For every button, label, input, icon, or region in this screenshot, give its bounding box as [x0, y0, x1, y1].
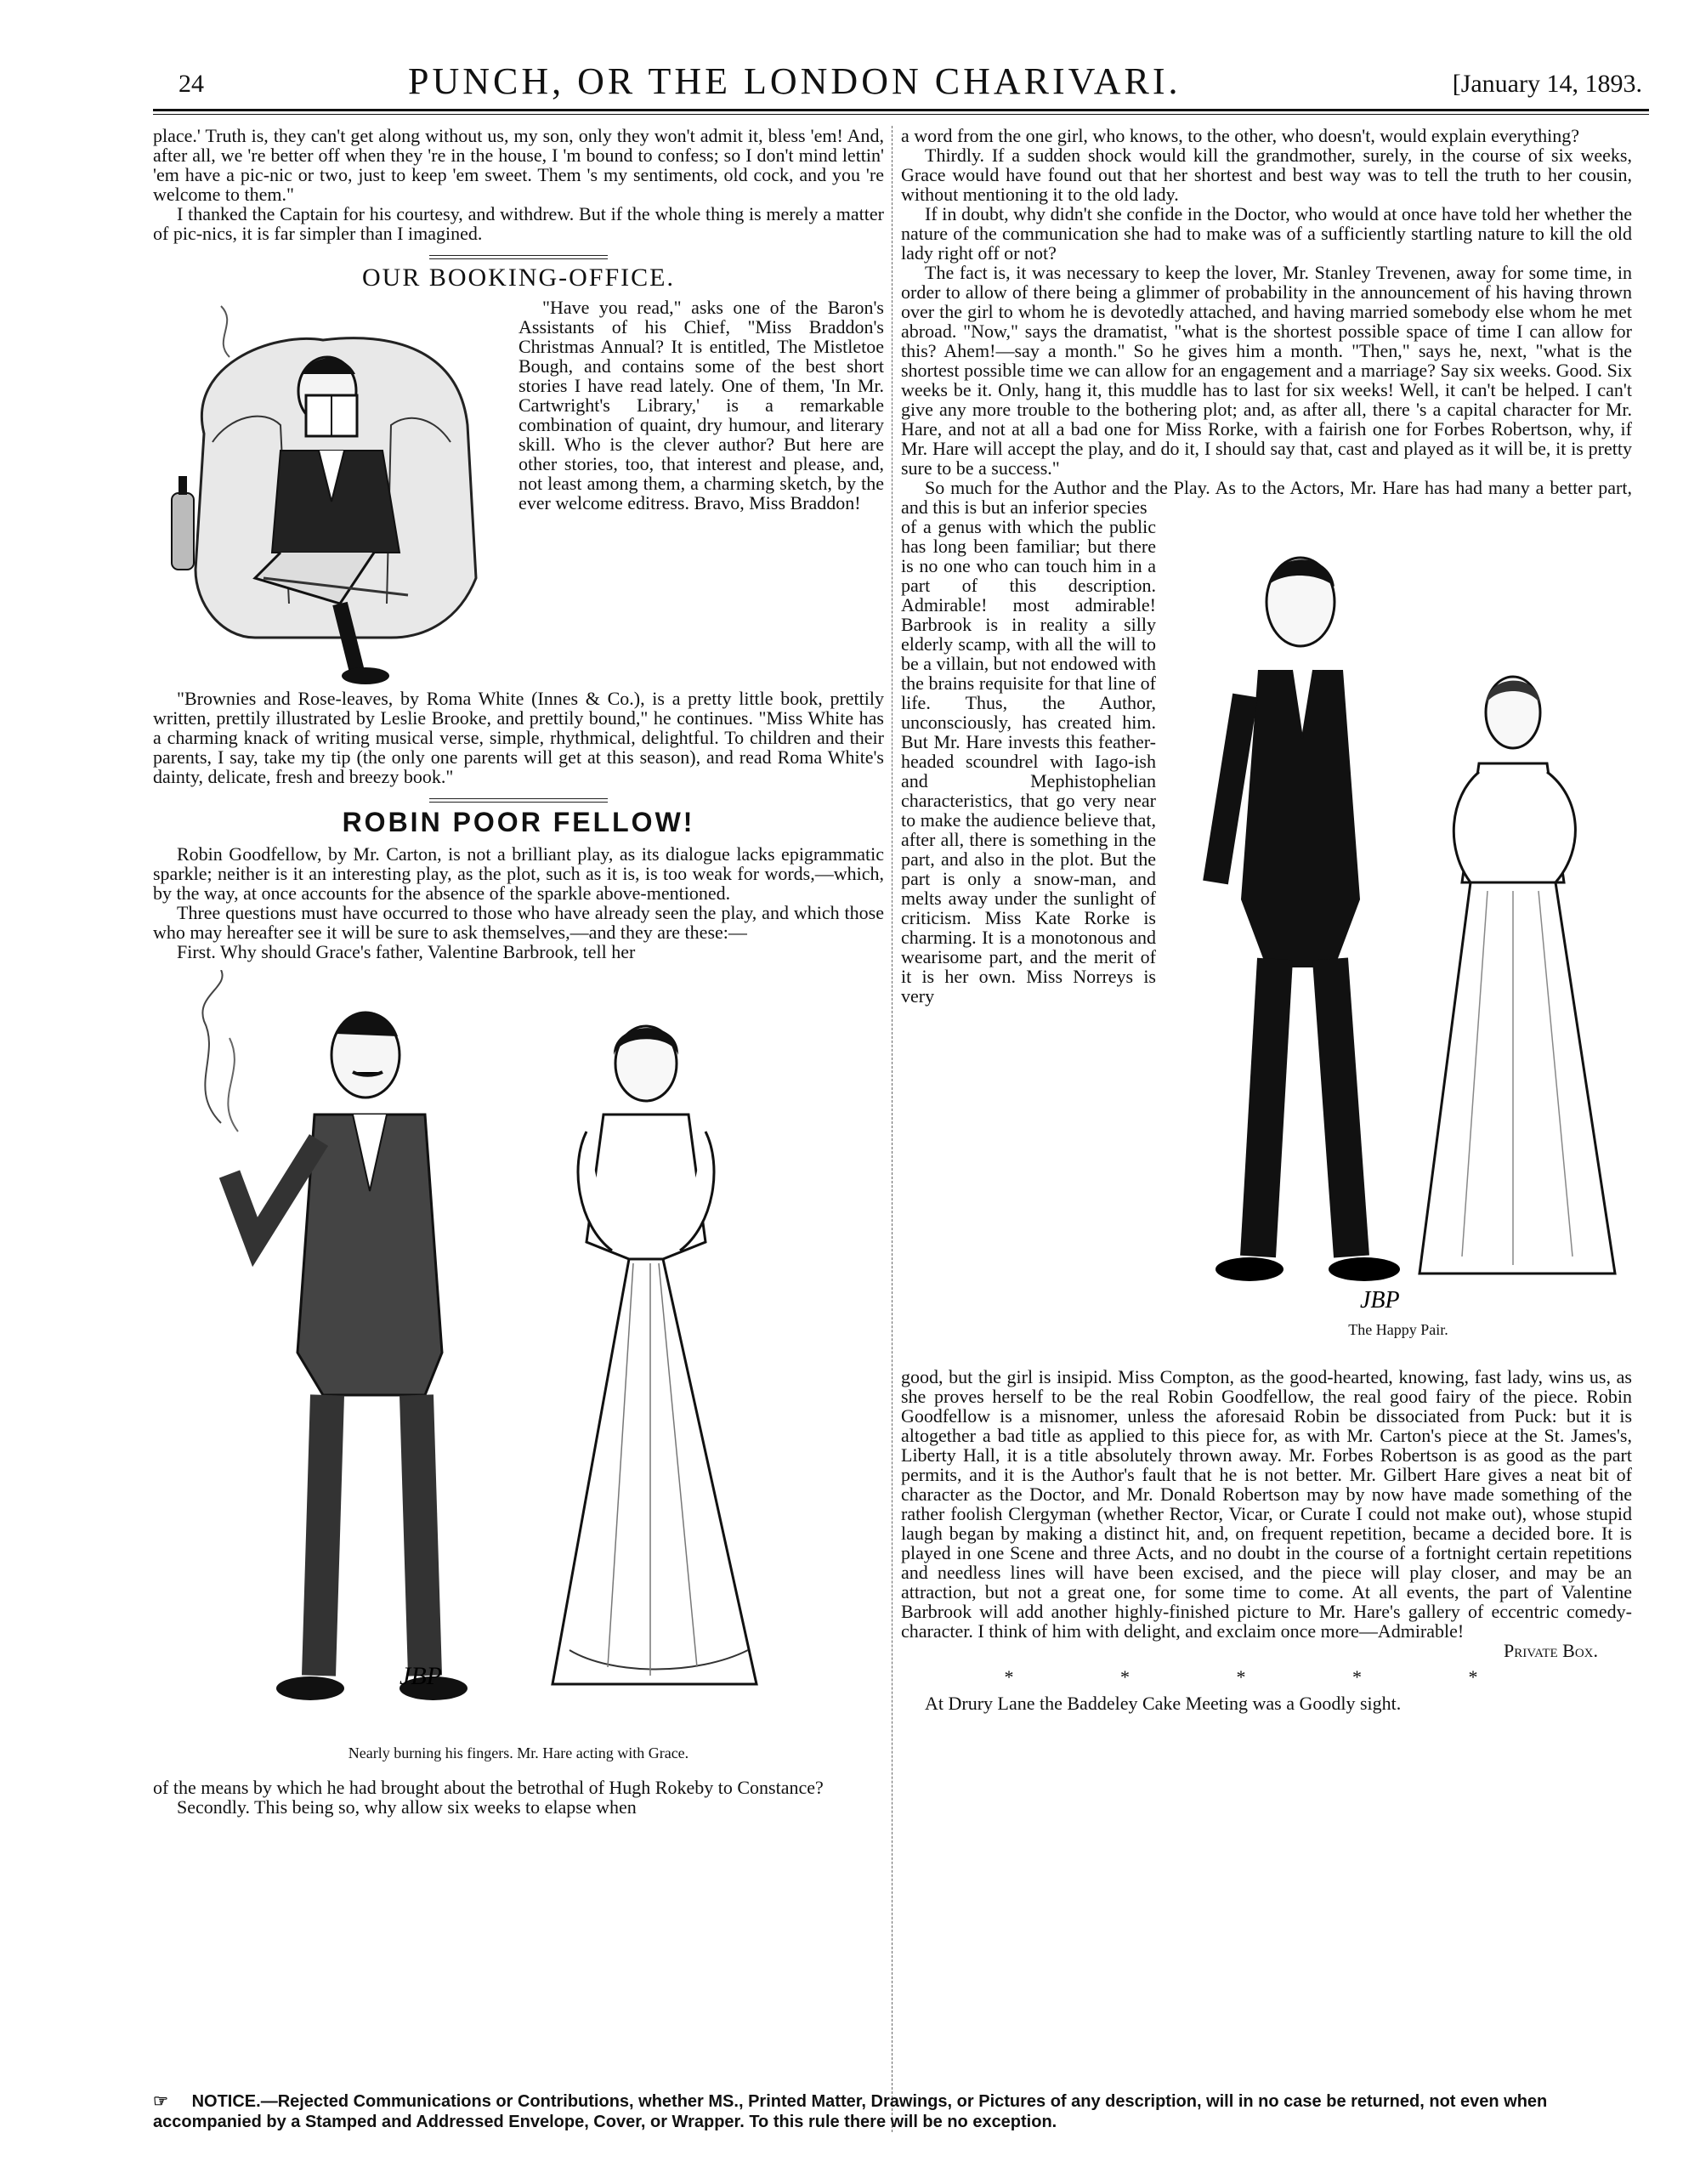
robin-paragraph-3: First. Why should Grace's father, Valentine Barbrook, tell her	[177, 941, 636, 962]
captain-paragraph-end: place.' Truth is, they can't get along without us, my son, only they won't admit it, bless 'em! And, after all, we 're better off when they 're in the house, I 'm bound to confess; so I don't mind lettin' 'em have a pic-nic or two, just to keep 'em sweet. Them 's my sentiments, old cock, and you 're welcome to them."	[153, 125, 884, 205]
issue-date: [January 14, 1893.	[1452, 70, 1642, 98]
page-number: 24	[178, 70, 204, 98]
booking-paragraph-1: "Have you read," asks one of the Baron's Assistants of his Chief, "Miss Braddon's Christmas Annual? It is entitled, The Mistletoe Bough, and contains some of the best short stories I have read lately. One of them, 'In Mr. Cartwright's Library,' is a remarkable combination of quaint, dry humour, and literary skill. Who is the clever author? But here are other stories, too, that interest and please, and, not least among them, a charming sketch, by the ever welcome editress. Bravo, Miss Braddon!	[518, 297, 884, 513]
artist-monogram: JBP	[400, 1662, 442, 1690]
booking-block	[153, 298, 884, 689]
robin-illustration-block	[153, 962, 884, 1778]
booking-office-heading: OUR BOOKING-OFFICE.	[361, 264, 675, 292]
captain-paragraph-2: I thanked the Captain for his courtesy, and withdrew. But if the whole thing is merely a matter of pic-nics, it is far simpler than I imagined.	[153, 203, 884, 244]
smoking-man-and-grace-illustration-icon	[170, 970, 867, 1735]
left-illustration-caption: Nearly burning his fingers. Mr. Hare acting with Grace.	[348, 1744, 689, 1761]
booking-paragraph-2: "Brownies and Rose-leaves, by Roma White (Innes & Co.), is a pretty little book, prettily written, prettily illustrated by Leslie Brooke, and prettily bound," he continues. "Miss White has a charming knack of writing musical verse, simple, rhythmical, delightful. To children and their parents, I say, take my tip (the only one parents will get at this season), and read Roma White's dainty, delicate, fresh and breezy book."	[153, 688, 884, 787]
newspaper-page	[153, 51, 1649, 2168]
right-paragraph-1: a word from the one girl, who knows, to the other, who doesn't, would explain everything?	[901, 125, 1579, 146]
happy-pair-caption: The Happy Pair.	[1348, 1321, 1448, 1338]
right-paragraph-5a: So much for the Author and the Play. As to the Actors, Mr. Hare has had many a better part, and this is but an inferior species	[901, 477, 1632, 518]
author-signature: Private Box.	[1504, 1640, 1598, 1661]
pointing-hand-icon: ☞	[153, 2092, 168, 2111]
section-separator-2	[429, 798, 608, 803]
notice-label: NOTICE.	[191, 2092, 261, 2111]
booking-text-beside-illustration	[518, 298, 884, 513]
robin-paragraph-2: Three questions must have occurred to those who have already seen the play, and which those who may hereafter see it will be sure to ask themselves,—and they are these:—	[153, 902, 884, 943]
robin-paragraph-4: of the means by which he had brought about the betrothal of Hugh Rokeby to Constance?	[153, 1777, 824, 1798]
robin-paragraph-1: Robin Goodfellow, by Mr. Carton, is not a brilliant play, as its dialogue lacks epigrammatic sparkle; neither is it an interesting play, as the plot, such as it is, is too weak for words,—which, by the way, at once accounts for the absence of the sparkle above-mentioned.	[153, 843, 884, 904]
robin-heading: ROBIN POOR FELLOW!	[342, 807, 695, 837]
artist-monogram-2: JBP	[1360, 1287, 1400, 1313]
right-paragraph-7: At Drury Lane the Baddeley Cake Meeting was a Goodly sight.	[925, 1693, 1402, 1714]
right-paragraph-3: If in doubt, why didn't she confide in the Doctor, who would at once have told her whether the nature of the communication she had to make was of a sufficiently startling nature to kill the old lady right off or not?	[901, 203, 1632, 264]
happy-pair-block	[901, 517, 1632, 1367]
masthead	[153, 51, 1649, 111]
section-separator	[429, 255, 608, 259]
masthead-rule	[153, 109, 1649, 111]
reader-illustration-icon	[153, 298, 510, 689]
section-stars: * * * * *	[1004, 1666, 1529, 1688]
notice-block	[153, 2091, 1649, 2132]
right-column	[901, 126, 1632, 1713]
text-beside-happy-pair	[901, 517, 1156, 1006]
masthead-rule-thin	[153, 114, 1649, 115]
notice-text: —Rejected Communications or Contributions, whether MS., Printed Matter, Drawings, or Pictures of any description, will in no case be returned, not even when accompanied by a Stamped and Addressed Envelope, Cover, or Wrapper. To this rule there will be no exception.	[153, 2092, 1548, 2131]
robin-paragraph-5: Secondly. This being so, why allow six weeks to elapse when	[177, 1796, 637, 1818]
right-paragraph-5b: of a genus with which the public has long been familiar; but there is no one who can touch him in a part of this description. Admirable! most admirable! Barbrook is in reality a silly elderly scamp, with all the will to be a villain, but not endowed with the brains requisite for that line of life. Thus, the Author, unconsciously, has created him. But Mr. Hare invests this feather-headed scoundrel with Iago-ish and Mephistophelian characteristics, that go very near to make the audience believe that, after all, there is something in the part, and also in the plot. But the part is only a snow-man, and melts away under the sunlight of criticism. Miss Kate Rorke is charming. It is a monotonous and wearisome part, and the merit of it is her own. Miss Norreys is very	[901, 516, 1156, 1007]
right-paragraph-6: good, but the girl is insipid. Miss Compton, as the good-hearted, knowing, fast lady, wins us, as she proves herself to be the real Robin Goodfellow, the real good fairy of the piece. Robin Goodfellow is a misnomer, unless the aforesaid Robin be dissociated from Puck: but it is altogether a bad title as applied to this piece for, as with Mr. Carton's piece at the St. James's, Liberty Hall, it is a title absolutely thrown away. Mr. Forbes Robertson is as good as the part permits, and it is the Author's fault that he is not better. Mr. Gilbert Hare gives a neat bit of character as the Doctor, and Mr. Donald Robertson may by now have made something of the rather foolish Clergyman (whether Rector, Vicar, or Curate I could not make out), whose stupid laugh began by making a distinct hit, and, on frequent repetition, became a decided bore. It is played in one Scene and three Acts, and no doubt in the course of a fortnight certain repetitions and needless lines will have been excised, and the piece will play closer, and may be an attraction, but not a great one, for some time to come. At all events, the part of Valentine Barbrook will add another highly-finished picture to Mr. Hare's gallery of eccentric comedy-character. I think of him with delight, and exclaim once more—Admirable!	[901, 1366, 1632, 1642]
right-paragraph-2: Thirdly. If a sudden shock would kill the grandmother, surely, in the course of six weeks, Grace would have found out that her shortest and best way was to tell the truth to her cousin, without mentioning it to the old lady.	[901, 145, 1632, 205]
happy-pair-illustration-icon	[1164, 525, 1632, 1316]
right-paragraph-4: The fact is, it was necessary to keep the lover, Mr. Stanley Trevenen, away for some time, in order to allow of there being a glimmer of probability in the announcement of his having thrown over the girl to whom he is devotedly attached, and having married somebody else whom he met abroad. "Now," says the dramatist, "what is the shortest possible space of time I can allow for this? Ahem!—say a month." So he gives him a month. "Then," says he, next, "what is the shortest possible time we can allow for an engagement and a marriage? Say six weeks. Good. Six weeks be it. Only, hang it, this muddle has to last for six weeks! Well, it can't be helped. I can't give any more trouble to the bothering plot; and, as after all, there 's a capital character for Mr. Hare, and not at all a bad one for Miss Rorke, with a fairish one for Forbes Robertson, why, if Mr. Hare will accept the play, and do it, I should say that, cast and played as it will be, it is pretty sure to be a success."	[901, 262, 1632, 479]
publication-title: PUNCH, OR THE LONDON CHARIVARI.	[408, 60, 1182, 102]
left-column	[153, 126, 884, 1817]
